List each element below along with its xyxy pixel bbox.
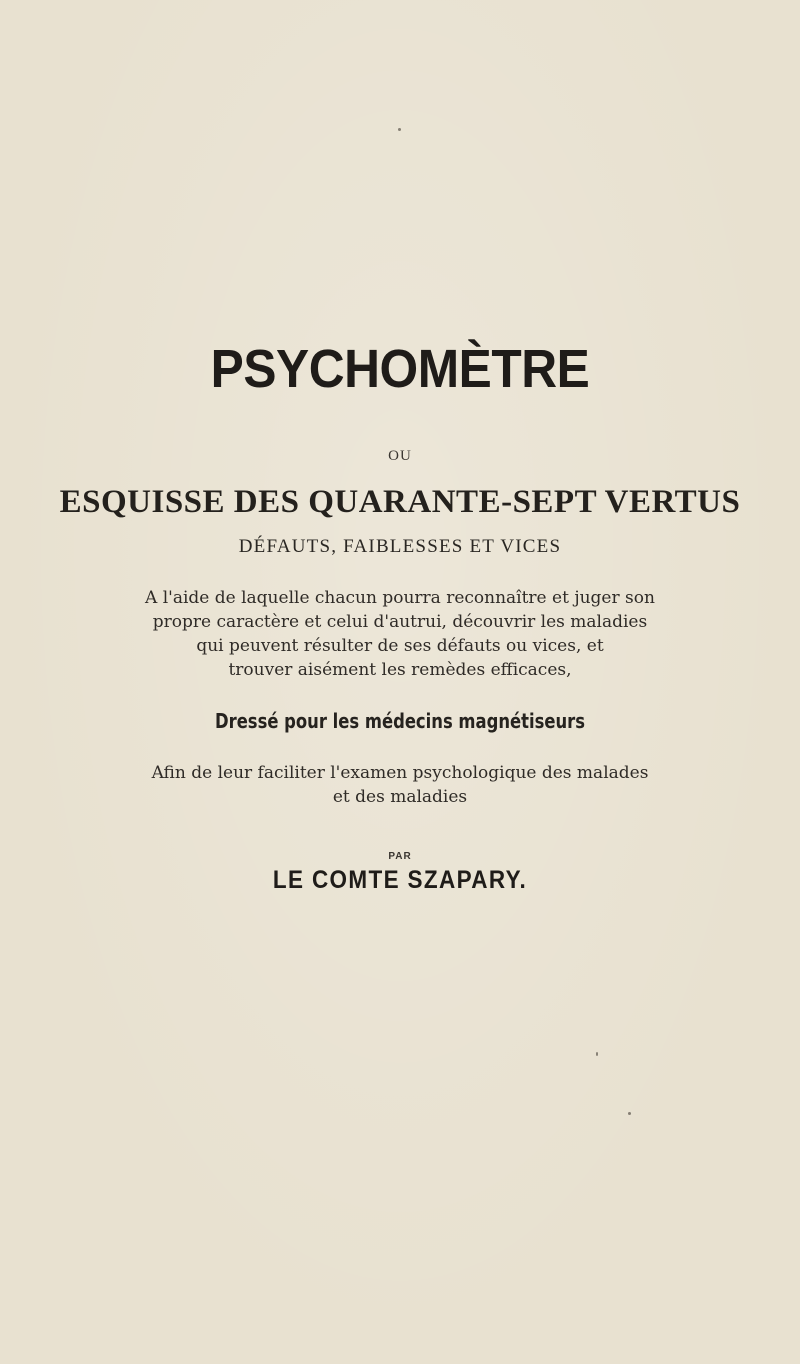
- purpose-line: Afin de leur faciliter l'examen psychologique des malades: [151, 763, 649, 783]
- book-title: PSYCHOMÈTRE: [210, 339, 590, 399]
- print-speck: [398, 128, 401, 131]
- description-line: qui peuvent résulter de ses défauts ou vices, et: [196, 636, 604, 656]
- book-subtitle-secondary: DÉFAUTS, FAIBLESSES ET VICES: [238, 536, 562, 557]
- dedication: Dressé pour les médecins magnétiseurs: [214, 709, 585, 733]
- print-speck: [596, 1052, 598, 1056]
- purpose-paragraph: [0, 761, 800, 809]
- description-line: propre caractère et celui d'autrui, découvrir les maladies: [152, 612, 648, 632]
- description-paragraph: [0, 586, 800, 682]
- description-line: A l'aide de laquelle chacun pourra reconnaître et juger son: [145, 588, 655, 608]
- purpose-line: et des maladies: [332, 787, 468, 807]
- book-subtitle: ESQUISSE DES QUARANTE-SEPT VERTUS: [59, 484, 741, 520]
- conjunction: OU: [388, 448, 412, 464]
- by-label: PAR: [388, 851, 412, 862]
- print-speck: [628, 1112, 631, 1115]
- author-name: LE COMTE SZAPARY.: [272, 866, 528, 894]
- description-line: trouver aisément les remèdes efficaces,: [228, 660, 572, 680]
